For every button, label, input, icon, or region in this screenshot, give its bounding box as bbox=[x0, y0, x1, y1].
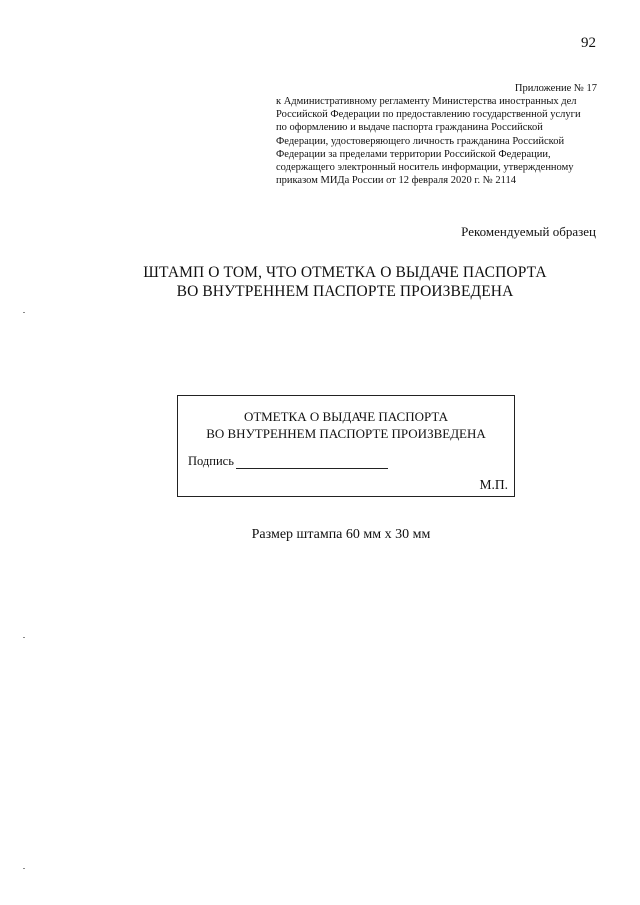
signature-field bbox=[188, 454, 388, 469]
stamp-title-line: ОТМЕТКА О ВЫДАЧЕ ПАСПОРТА bbox=[243, 409, 449, 424]
appendix-line: к Административному регламенту Министерства иностранных дел bbox=[276, 96, 577, 107]
appendix-line: Российской Федерации по предоставлению государственной услуги bbox=[276, 109, 581, 121]
scan-artifact bbox=[23, 868, 25, 869]
appendix-line: содержащего электронный носитель информации, утвержденному bbox=[276, 162, 574, 174]
scan-artifact bbox=[23, 637, 25, 638]
document-title-line: ВО ВНУТРЕННЕМ ПАСПОРТЕ ПРОИЗВЕДЕНА bbox=[176, 283, 514, 300]
stamp-title-line: ВО ВНУТРЕННЕМ ПАСПОРТЕ ПРОИЗВЕДЕНА bbox=[206, 426, 486, 441]
stamp-size-text: Размер штампа 60 мм х 30 мм bbox=[251, 527, 431, 542]
appendix-text bbox=[276, 95, 596, 187]
appendix-title: Приложение № 17 bbox=[514, 83, 597, 94]
scan-artifact bbox=[23, 312, 25, 313]
appendix-line: по оформлению и выдаче паспорта гражданина Российской bbox=[276, 122, 543, 134]
appendix-line: Федерации, удостоверяющего личность гражданина Российской bbox=[276, 135, 565, 147]
seal-label: М.П. bbox=[479, 477, 508, 492]
stamp-sample-box bbox=[177, 395, 515, 497]
stamp-title bbox=[178, 408, 514, 442]
appendix-line: приказом МИДа России от 12 февраля 2020 г. № 2114 bbox=[276, 175, 516, 187]
recommended-sample-label: Рекомендуемый образец bbox=[461, 224, 596, 239]
document-title-line: ШТАМП О ТОМ, ЧТО ОТМЕТКА О ВЫДАЧЕ ПАСПОРТА bbox=[143, 264, 547, 281]
signature-label: Подпись bbox=[188, 454, 234, 468]
appendix-line: Федерации за пределами территории Российской Федерации, bbox=[276, 148, 551, 160]
page-number: 92 bbox=[581, 35, 596, 51]
document-title bbox=[0, 263, 640, 301]
signature-line bbox=[236, 456, 388, 469]
